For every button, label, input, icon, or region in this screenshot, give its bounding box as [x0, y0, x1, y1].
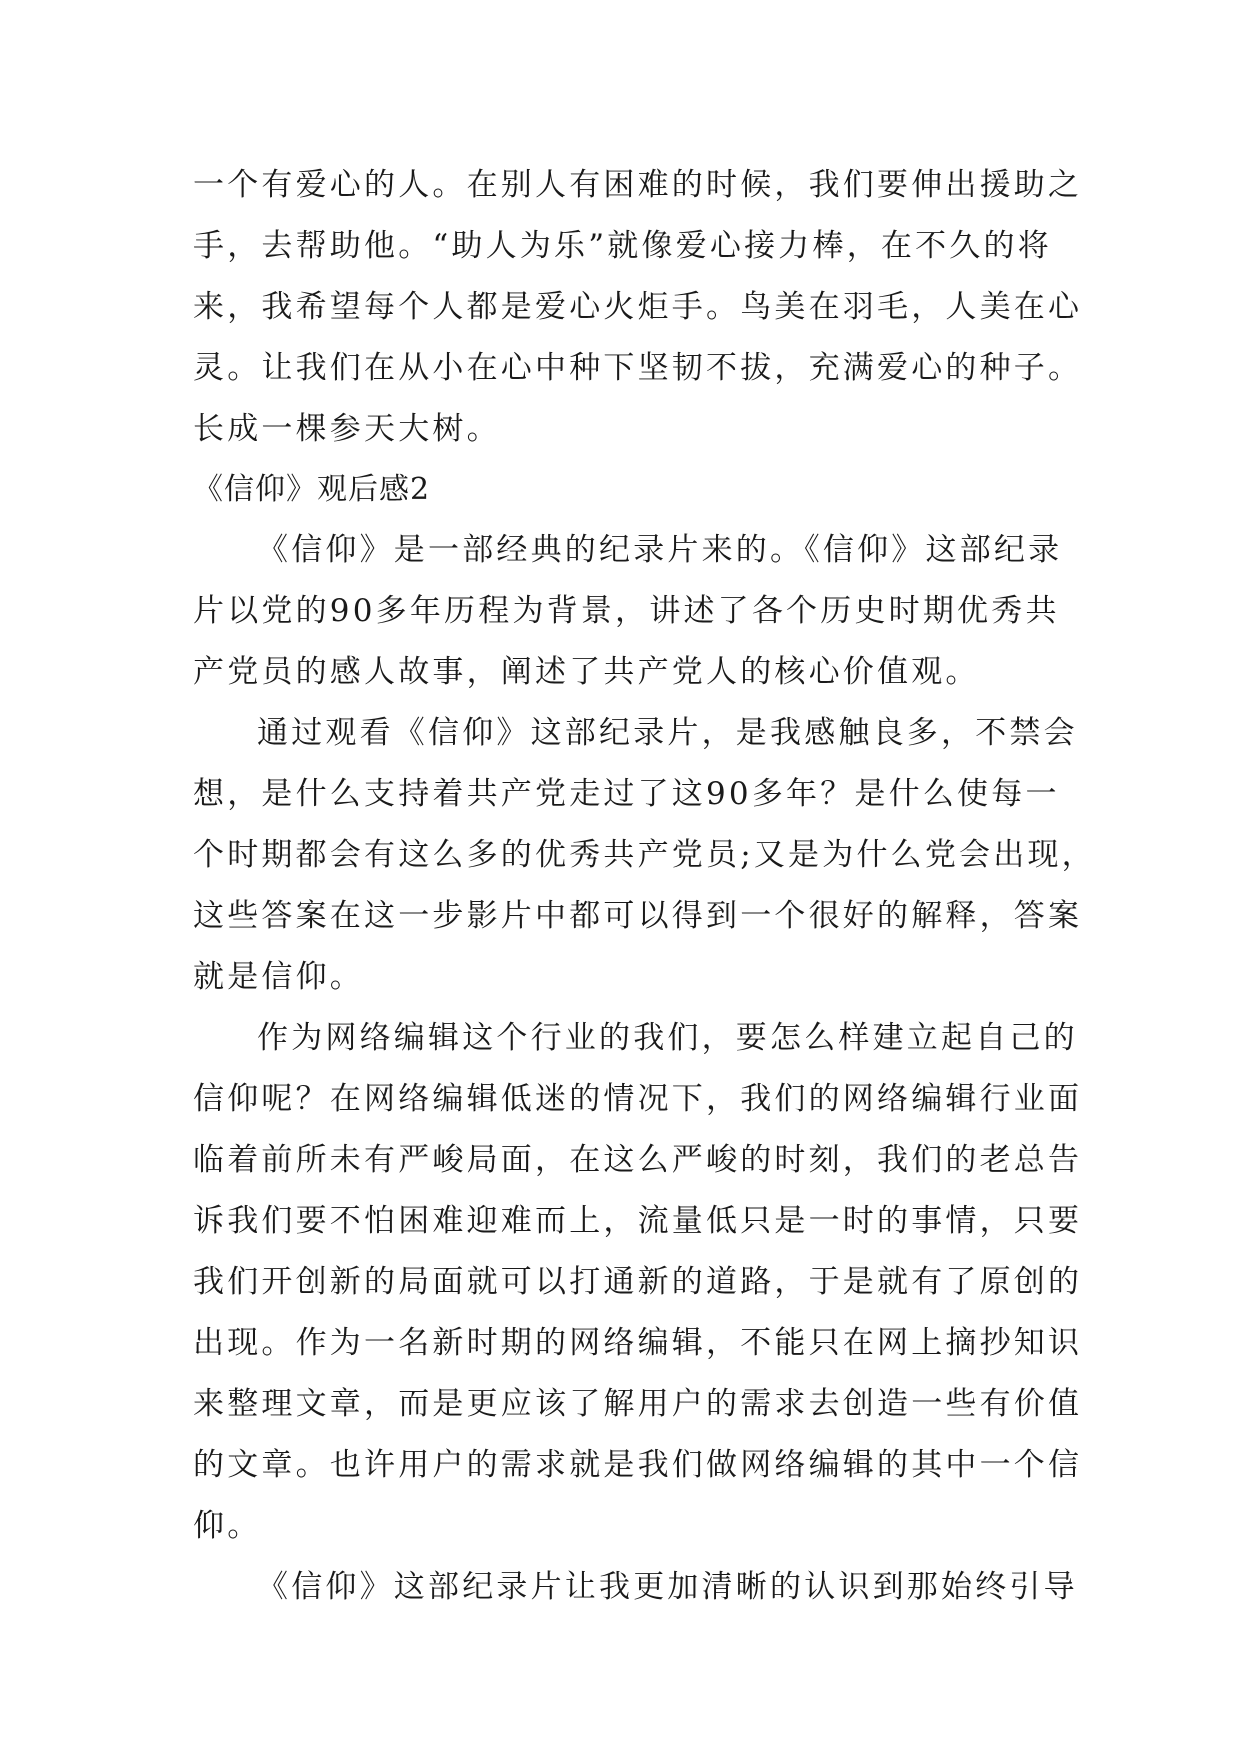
paragraph-3 [193, 1008, 1083, 1557]
text-line: 《信仰》是一部经典的纪录片来的。《信仰》这部纪录 [257, 532, 1063, 568]
text-line: 灵。让我们在从小在心中种下坚韧不拔，充满爱心的种子。 [193, 350, 1083, 386]
text-line: 通过观看《信仰》这部纪录片，是我感触良多，不禁会 [257, 715, 1078, 751]
text-line: 来，我希望每个人都是爱心火炬手。鸟美在羽毛，人美在心 [193, 289, 1083, 325]
paragraph-4 [193, 1557, 1078, 1618]
paragraph-1 [193, 520, 1073, 703]
text-line: 长成一棵参天大树。 [193, 411, 501, 447]
text-line: 出现。作为一名新时期的网络编辑，不能只在网上摘抄知识 [193, 1325, 1083, 1361]
text-line: 作为网络编辑这个行业的我们，要怎么样建立起自己的 [257, 1020, 1078, 1056]
text-line: 仰。 [193, 1508, 262, 1544]
text-line: 临着前所未有严峻局面，在这么严峻的时刻，我们的老总告 [193, 1142, 1083, 1178]
text-line: 片以党的90多年历程为背景，讲述了各个历史时期优秀共 [193, 593, 1060, 629]
section-heading: 《信仰》观后感2 [193, 472, 431, 507]
document-page [193, 155, 1096, 1618]
text-line: 想，是什么支持着共产党走过了这90多年？是什么使每一 [193, 776, 1060, 812]
text-line: 一个有爱心的人。在别人有困难的时候，我们要伸出援助之 [193, 167, 1083, 203]
text-line: 就是信仰。 [193, 959, 364, 995]
text-line: 我们开创新的局面就可以打通新的道路，于是就有了原创的 [193, 1264, 1083, 1300]
text-line: 产党员的感人故事，阐述了共产党人的核心价值观。 [193, 654, 980, 690]
text-line: 诉我们要不怕困难迎难而上，流量低只是一时的事情，只要 [193, 1203, 1083, 1239]
text-line: 《信仰》这部纪录片让我更加清晰的认识到那始终引导 [257, 1569, 1078, 1605]
text-line: 手，去帮助他。“助人为乐”就像爱心接力棒，在不久的将 [193, 228, 1052, 264]
text-line: 信仰呢？在网络编辑低迷的情况下，我们的网络编辑行业面 [193, 1081, 1083, 1117]
text-line: 来整理文章，而是更应该了解用户的需求去创造一些有价值 [193, 1386, 1083, 1422]
text-line: 这些答案在这一步影片中都可以得到一个很好的解释，答案 [193, 898, 1083, 934]
text-line: 的文章。也许用户的需求就是我们做网络编辑的其中一个信 [193, 1447, 1083, 1483]
continuation-paragraph [193, 155, 1083, 460]
paragraph-2 [193, 703, 1096, 1008]
text-line: 个时期都会有这么多的优秀共产党员;又是为什么党会出现， [193, 837, 1096, 873]
